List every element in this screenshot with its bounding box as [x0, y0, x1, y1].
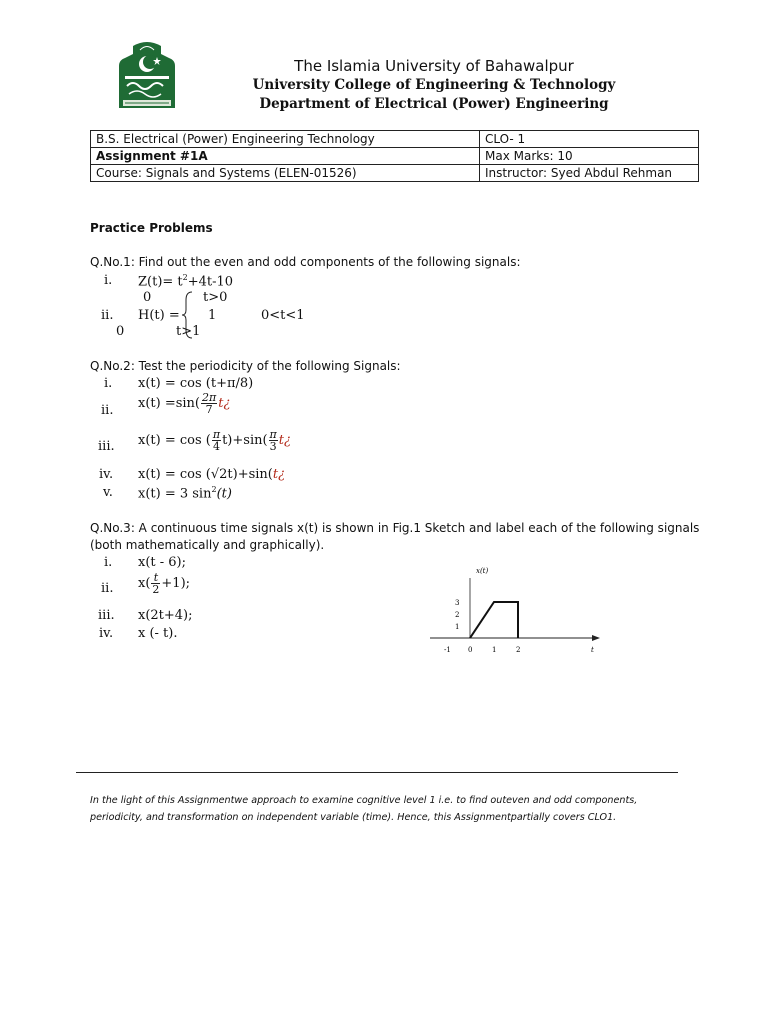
clo-cell: CLO- 1: [480, 131, 699, 148]
table-row: [91, 148, 699, 165]
q2-item-num: ii.: [101, 403, 114, 418]
q2-item-4: x(t) = cos (√2t)+sin(t¿: [138, 467, 286, 482]
college-name: University College of Engineering & Technology: [252, 77, 616, 93]
q3-item-3: x(2t+4);: [138, 608, 193, 623]
q2-item-num: i.: [104, 376, 113, 391]
fraction: $\frac{\pi}{3}$: [269, 428, 277, 453]
x-axis-arrow: [592, 635, 600, 641]
q2-item-5: x(t) = 3 $\sin^2(t)$: [138, 485, 232, 502]
q3-prompt: Q.No.3: A continuous time signals x(t) is shown in Fig.1 Sketch and label each of the following signals: [90, 521, 700, 535]
piecewise-value: 0: [116, 324, 125, 339]
table-row: [91, 131, 699, 148]
course-info-table: [90, 130, 699, 182]
q3-item-num: iii.: [98, 608, 115, 623]
assignment-cell: Assignment #1A: [91, 148, 480, 165]
q1-item-2: H(t) =: [138, 308, 180, 323]
x-tick-label: 1: [492, 646, 497, 654]
x-tick-label: -1: [444, 646, 451, 654]
y-tick-label: 1: [455, 623, 460, 631]
table-row: [91, 165, 699, 182]
q3-item-4: x (- t).: [138, 626, 178, 641]
fraction: $\frac{2\pi}{7}$: [202, 391, 217, 416]
university-name: The Islamia University of Bahawalpur: [294, 57, 574, 75]
q2-item-3: x(t) = cos ( $\frac{\pi}{4}$ t)+sin( $\frac{\pi}{3}$ t¿: [138, 428, 291, 453]
instructor-cell: Instructor: Syed Abdul Rehman: [480, 165, 699, 182]
q1-item-1: $Z(t)= t^2+4t-10$: [138, 273, 234, 290]
q3-item-2: x( $\frac{t}{2}$ +1);: [138, 571, 191, 596]
x-tick-label: 2: [516, 646, 521, 654]
y-axis-label: x(t): [476, 567, 489, 575]
program-cell: B.S. Electrical (Power) Engineering Technology: [91, 131, 480, 148]
q2-item-num: iv.: [99, 467, 114, 482]
piecewise-value: 0: [143, 290, 152, 305]
course-cell: Course: Signals and Systems (ELEN-01526): [91, 165, 480, 182]
footer-note: In the light of this Assignmentwe approach to examine cognitive level 1 i.e. to find outeven and odd components, periodicity, and transformation on independent variable (time). Hence, this Assignmentpartially covers CLO1.: [90, 795, 638, 823]
q3-item-1: x(t - 6);: [138, 555, 187, 570]
practice-title: Practice Problems: [90, 221, 213, 235]
x-tick-label: 0: [468, 646, 473, 654]
y-tick-label: 2: [455, 611, 460, 619]
department-name: Department of Electrical (Power) Engineering: [259, 96, 609, 112]
q2-item-1: x(t) = cos (t+π/8): [138, 376, 254, 391]
y-tick-label: 3: [455, 599, 460, 607]
fraction: $\frac{t}{2}$: [152, 571, 160, 596]
q3-item-num: iv.: [99, 626, 114, 641]
piecewise-condition: t>0: [203, 290, 228, 305]
q3-item-num: i.: [104, 555, 113, 570]
signal-line: [470, 602, 518, 638]
piecewise-condition: 0<t<1: [261, 308, 305, 323]
max-marks-cell: Max Marks: 10: [480, 148, 699, 165]
q2-prompt: Q.No.2: Test the periodicity of the following Signals:: [90, 359, 401, 373]
divider: [76, 772, 678, 773]
q3-prompt-cont: (both mathematically and graphically).: [90, 538, 325, 552]
q2-item-num: v.: [103, 485, 113, 500]
q1-prompt: Q.No.1: Find out the even and odd components of the following signals:: [90, 255, 521, 269]
piecewise-condition: t>1: [176, 324, 201, 339]
q2-item-num: iii.: [98, 439, 115, 454]
signal-plot: [430, 560, 610, 660]
piecewise-value: 1: [208, 308, 217, 323]
q2-item-2: x(t) =sin( $\frac{2\pi}{7}$ t¿: [138, 391, 231, 416]
x-axis-label: t: [591, 646, 594, 654]
q1-item-num: i.: [104, 273, 113, 288]
fraction: $\frac{\pi}{4}$: [212, 428, 221, 453]
q1-item-num: ii.: [101, 308, 114, 323]
q3-item-num: ii.: [101, 581, 114, 596]
